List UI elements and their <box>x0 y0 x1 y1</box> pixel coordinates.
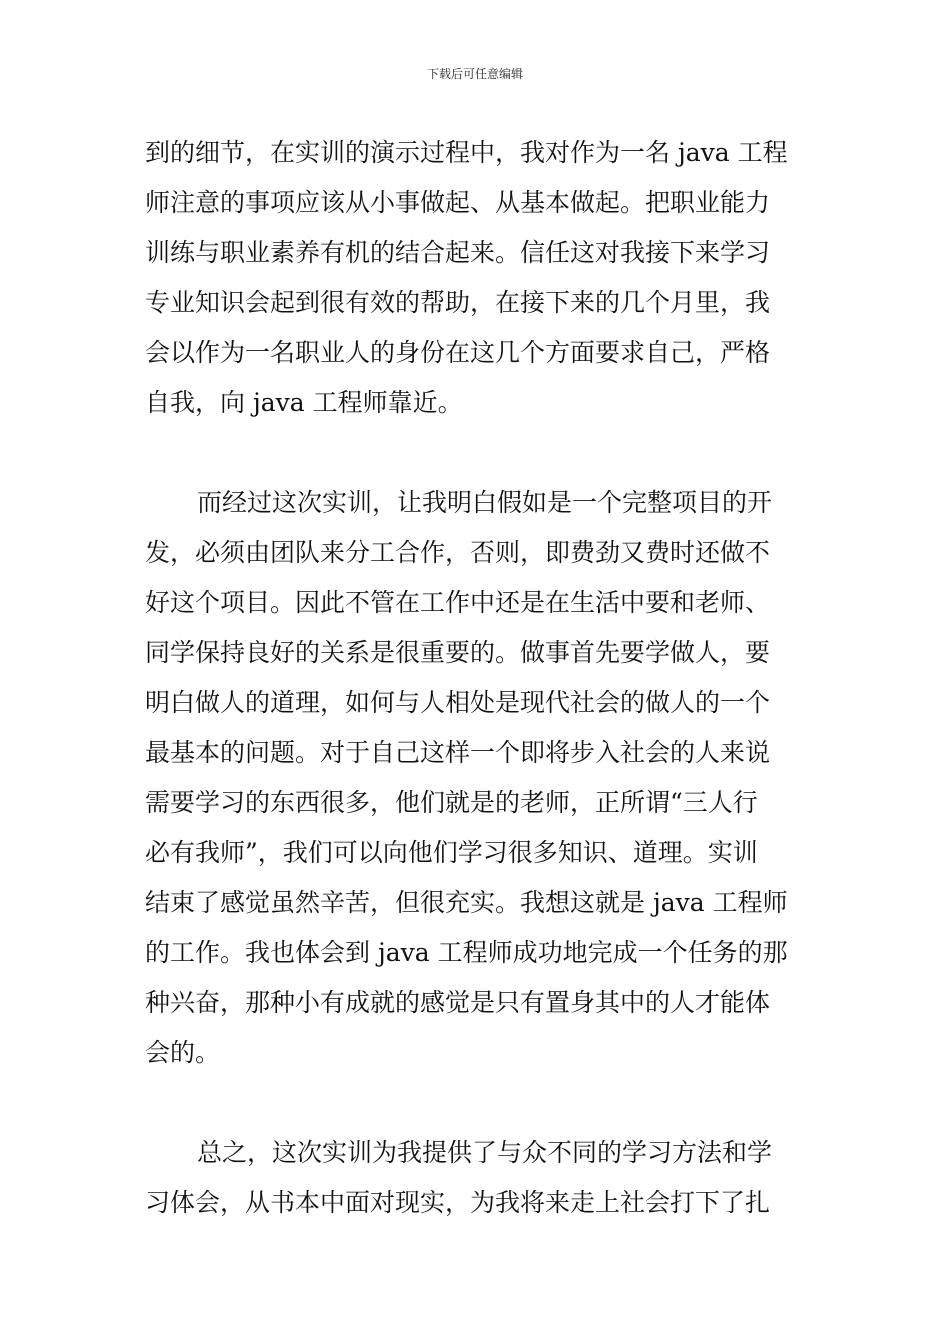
text-line: 会的。 <box>145 1038 221 1067</box>
text-line: 明白做人的道理，如何与人相处是现代社会的做人的一个 <box>145 688 771 717</box>
paragraph-spacer <box>145 428 807 478</box>
paragraph-1 <box>145 128 807 428</box>
text-line: 的工作。我也体会到 java 工程师成功地完成一个任务的那 <box>145 938 788 967</box>
text-line: 种兴奋，那种小有成就的感觉是只有置身其中的人才能体 <box>145 988 771 1017</box>
text-line: 而经过这次实训，让我明白假如是一个完整项目的开 <box>197 488 773 517</box>
text-line: 师注意的事项应该从小事做起、从基本做起。把职业能力 <box>145 188 771 217</box>
text-line: 训练与职业素养有机的结合起来。信任这对我接下来学习 <box>145 238 771 267</box>
page-header-note: 下载后可任意编辑 <box>426 67 523 81</box>
text-line: 习体会，从书本中面对现实，为我将来走上社会打下了扎 <box>145 1188 771 1217</box>
text-line: 总之，这次实训为我提供了与众不同的学习方法和学 <box>197 1138 773 1167</box>
text-line: 会以作为一名职业人的身份在这几个方面要求自己，严格 <box>145 338 771 367</box>
text-line: 最基本的问题。对于自己这样一个即将步入社会的人来说 <box>145 738 771 767</box>
text-line: 必有我师”，我们可以向他们学习很多知识、道理。实训 <box>145 838 758 867</box>
text-line: 同学保持良好的关系是很重要的。做事首先要学做人，要 <box>145 638 771 667</box>
text-line: 发，必须由团队来分工合作，否则，即费劲又费时还做不 <box>145 538 771 567</box>
text-line: 专业知识会起到很有效的帮助，在接下来的几个月里，我 <box>145 288 771 317</box>
text-line: 到的细节，在实训的演示过程中，我对作为一名 java 工程 <box>145 138 788 167</box>
text-line: 好这个项目。因此不管在工作中还是在生活中要和老师、 <box>145 588 771 617</box>
text-line: 需要学习的东西很多，他们就是的老师，正所谓“三人行 <box>145 788 758 817</box>
paragraph-spacer <box>145 1078 807 1128</box>
document-body <box>145 128 807 1228</box>
text-line: 自我，向 java 工程师靠近。 <box>145 388 463 417</box>
text-line: 结束了感觉虽然辛苦，但很充实。我想这就是 java 工程师 <box>145 888 788 917</box>
paragraph-2 <box>145 478 807 1078</box>
paragraph-3 <box>145 1128 807 1228</box>
